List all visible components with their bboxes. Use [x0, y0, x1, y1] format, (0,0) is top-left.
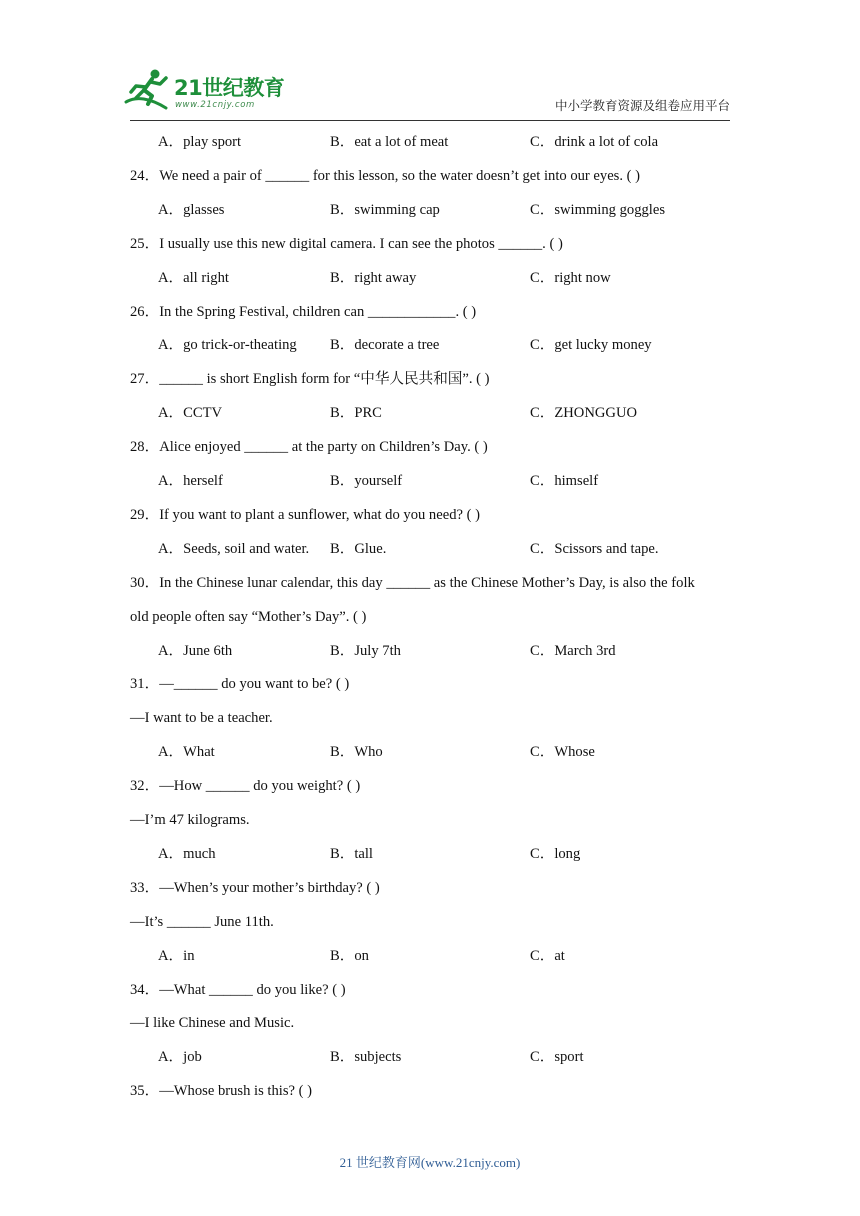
option-a: A．in [158, 947, 195, 964]
answer-options-row [130, 469, 730, 493]
line-text: 34．—What ______ do you like? ( ) [130, 981, 346, 998]
question-text-line [130, 706, 730, 730]
option-b: B．decorate a tree [330, 337, 440, 354]
question-text-line [130, 1011, 730, 1035]
question-text-line [130, 435, 730, 459]
line-text: 28．Alice enjoyed ______ at the party on Children’s Day. ( ) [130, 439, 488, 456]
option-b: B．eat a lot of meat [330, 134, 449, 150]
option-c: C．Whose [530, 744, 595, 761]
question-text-line [130, 672, 730, 696]
option-b: B．July 7th [330, 642, 401, 659]
answer-options-row [130, 842, 730, 866]
question-text-line [130, 774, 730, 798]
site-logo[interactable] [122, 68, 292, 114]
line-text: 30．In the Chinese lunar calendar, this day ______ as the Chinese Mother’s Day, is also the folk [130, 574, 695, 591]
page-header [0, 0, 860, 120]
question-text-line [130, 1079, 730, 1103]
option-a: A．go trick-or-theating [158, 337, 297, 354]
line-text: 26．In the Spring Festival, children can ____________. ( ) [130, 303, 477, 320]
option-a: A．June 6th [158, 642, 233, 659]
option-b: B．tall [330, 845, 373, 862]
answer-options-row [130, 537, 730, 561]
answer-options-row [130, 401, 730, 425]
option-c: C．sport [530, 1049, 584, 1066]
option-a: A．much [158, 845, 216, 862]
option-c: C．long [530, 845, 581, 862]
option-c: C．drink a lot of cola [530, 134, 659, 150]
line-text: 24．We need a pair of ______ for this lesson, so the water doesn’t get into our eyes. ( ) [130, 167, 641, 184]
answer-options-row [130, 266, 730, 290]
option-a: A．herself [158, 473, 223, 489]
line-text: 35．—Whose brush is this? ( ) [130, 1083, 312, 1100]
line-text: —It’s ______ June 11th. [130, 913, 274, 930]
line-text: 25．I usually use this new digital camera. I can see the photos ______. ( ) [130, 235, 563, 252]
question-text-line [130, 232, 730, 256]
logo-url: www.21cnjy.com [175, 100, 255, 110]
line-text: 29．If you want to plant a sunflower, what do you need? ( ) [130, 506, 480, 523]
question-text-line [130, 503, 730, 527]
logo-text: 21世纪教育 [174, 76, 285, 100]
question-text-line [130, 910, 730, 934]
question-text-line [130, 808, 730, 832]
question-text-line [130, 571, 730, 595]
question-text-line [130, 876, 730, 900]
line-text: —I want to be a teacher. [130, 710, 273, 727]
option-b: B．on [330, 947, 369, 964]
question-text-line [130, 367, 730, 391]
runner-logo-icon [122, 68, 174, 112]
answer-options-row [130, 333, 730, 357]
header-divider [130, 120, 730, 121]
option-b: B．Glue. [330, 540, 387, 557]
option-c: C．swimming goggles [530, 201, 665, 218]
answer-options-row [130, 198, 730, 222]
option-c: C．get lucky money [530, 337, 652, 354]
option-b: B．swimming cap [330, 201, 440, 218]
line-text: 33．—When’s your mother’s birthday? ( ) [130, 879, 380, 896]
option-b: B．Who [330, 744, 383, 761]
option-a: A．What [158, 744, 215, 761]
option-c: C．Scissors and tape. [530, 540, 659, 557]
answer-options-row [130, 944, 730, 968]
question-text-line [130, 300, 730, 324]
line-text: —I’m 47 kilograms. [130, 812, 250, 828]
option-b: B．PRC [330, 405, 382, 422]
line-text: —I like Chinese and Music. [130, 1015, 295, 1032]
option-a: A．job [158, 1049, 202, 1066]
line-text: old people often say “Mother’s Day”. ( ) [130, 608, 367, 625]
option-c: C．right now [530, 269, 611, 286]
option-b: B．right away [330, 269, 417, 286]
option-b: B．subjects [330, 1049, 402, 1066]
option-a: A．all right [158, 269, 229, 286]
header-platform-name: 中小学教育资源及组卷应用平台 [554, 98, 730, 113]
option-a: A．CCTV [158, 405, 223, 422]
answer-options-row [130, 639, 730, 663]
option-c: C．ZHONGGUO [530, 405, 638, 422]
option-a: A．play sport [158, 134, 242, 150]
option-c: C．himself [530, 473, 599, 489]
line-text: 32．—How ______ do you weight? ( ) [130, 778, 361, 795]
question-text-line [130, 164, 730, 188]
line-text: 31．—______ do you want to be? ( ) [130, 676, 350, 693]
option-c: C．at [530, 947, 565, 964]
option-c: C．March 3rd [530, 642, 616, 659]
answer-options-row [130, 740, 730, 764]
option-a: A．Seeds, soil and water. [158, 540, 310, 557]
question-text-line [130, 605, 730, 629]
option-a: A．glasses [158, 201, 225, 218]
option-b: B．yourself [330, 473, 403, 489]
question-text-line [130, 978, 730, 1002]
line-text: 27．______ is short English form for “中华人民共和国”. ( ) [130, 371, 490, 388]
answer-options-row [130, 130, 730, 154]
answer-options-row [130, 1045, 730, 1069]
page-footer[interactable]: 21 世纪教育网(www.21cnjy.com) [339, 1155, 521, 1170]
